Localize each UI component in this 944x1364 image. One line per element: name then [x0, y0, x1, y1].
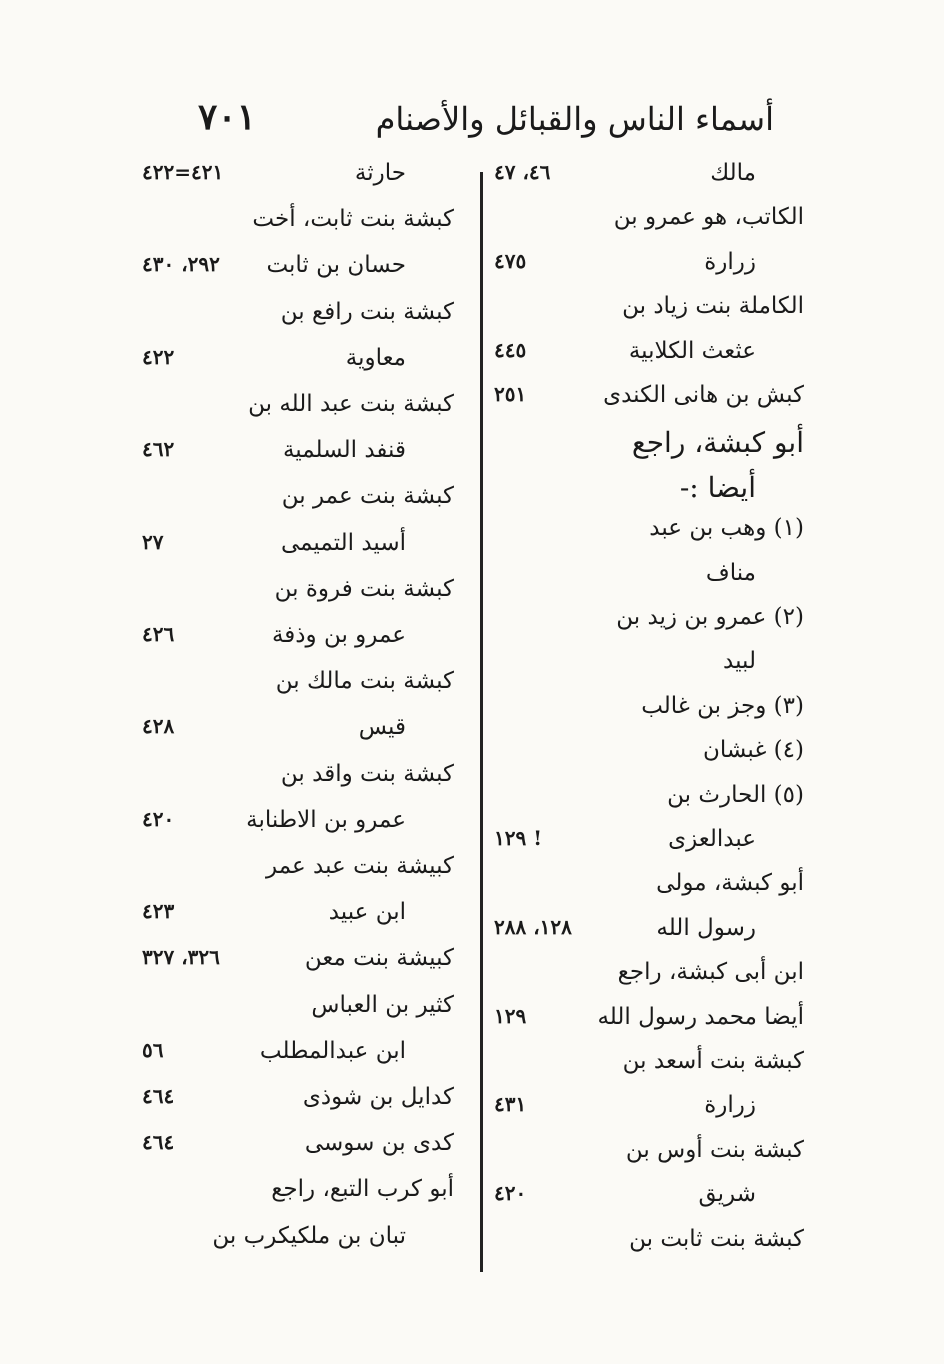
entry-pages: ١٢٩ [494, 1003, 527, 1028]
index-entry [154, 299, 454, 339]
index-entry [514, 737, 804, 777]
entry-pages: ٤٢٣ [142, 899, 175, 924]
entry-pages: ٥٦ [142, 1037, 164, 1062]
index-entry [154, 761, 454, 801]
index-entry [154, 1223, 454, 1263]
index-entry [514, 204, 804, 244]
index-entry [514, 1137, 804, 1177]
entry-name: كبش بن هانى الكندى [603, 382, 804, 408]
index-entry [514, 604, 804, 644]
entry-name: كبشة بنت عمر بن [281, 483, 454, 510]
entry-name: كبشة بنت رافع بن [280, 298, 454, 325]
entry-name: الكاملة بنت زياد بن [622, 293, 804, 320]
index-entry [154, 483, 454, 523]
page-number: ٧٠١ [198, 96, 257, 138]
index-entry [142, 622, 454, 662]
entry-name: زرارة [704, 248, 756, 275]
entry-name: شريق [698, 1181, 756, 1208]
index-entry [494, 1181, 804, 1221]
index-entry [154, 1176, 454, 1216]
entry-name: كبشة بنت عبد الله بن [248, 391, 454, 417]
entry-pages: ٤٧٥ [494, 248, 527, 273]
entry-name: كبشة بنت أوس بن [625, 1136, 804, 1163]
index-entry [514, 515, 804, 555]
entry-name: كبشة بنت مالك بن [275, 668, 454, 695]
index-entry [142, 945, 454, 985]
index-entry [142, 252, 454, 292]
entry-name: عمرو بن الاطنابة [246, 806, 406, 833]
entry-name: كثير بن العباس [311, 991, 454, 1018]
entry-pages: ٤٦٢ [142, 437, 175, 462]
index-entry [154, 206, 454, 246]
index-entry [514, 560, 804, 600]
index-entry [514, 1048, 804, 1088]
entry-name: أيضا :- [679, 470, 756, 504]
index-entry [142, 899, 454, 939]
index-entry [142, 437, 454, 477]
entry-name: كبشة بنت ثابت، أخت [252, 206, 454, 233]
entry-pages: ٤٤٥ [494, 337, 527, 362]
entry-name: أبو كرب التبع، راجع [271, 1176, 454, 1203]
entry-name: كدى بن سوسى [304, 1130, 454, 1157]
entry-name: (٣) وجز بن غالب [641, 692, 804, 719]
entry-name: أبو كبشة، راجع [631, 426, 804, 460]
entry-name: كبيشة بنت عبد عمر [266, 853, 454, 879]
entry-name: مالك [710, 160, 756, 186]
entry-name: أسيد التميمى [280, 529, 406, 556]
entry-name: عثعث الكلابية [628, 337, 756, 364]
index-entry [142, 529, 454, 570]
entry-pages: ٤٦، ٤٧ [494, 160, 551, 184]
index-entry [154, 576, 454, 616]
index-entry [154, 992, 454, 1032]
entry-name: قنفد السلمية [282, 437, 406, 464]
index-entry [494, 337, 804, 378]
entry-name: معاوية [345, 344, 406, 371]
index-entry [514, 648, 804, 688]
entry-pages: ٢٧ [142, 529, 164, 554]
index-entry [494, 160, 804, 200]
entry-pages: ٢٥١ [494, 382, 527, 406]
index-entry [514, 471, 804, 511]
entry-pages: ٤٢٨ [142, 714, 175, 739]
index-entry [514, 782, 804, 822]
entry-pages: ٤٦٤ [142, 1130, 175, 1155]
entry-pages: ٤٢٦ [142, 622, 175, 646]
entry-pages: ٤٢٠ [142, 806, 175, 831]
entry-pages: ٤٢٢ [142, 344, 175, 369]
entry-name: رسول الله [656, 914, 756, 941]
column-divider [480, 172, 483, 1272]
index-entry [142, 806, 454, 847]
entry-name: لبيد [723, 648, 756, 675]
entry-name: أبو كبشة، مولى [656, 870, 804, 897]
index-entry [494, 382, 804, 422]
entry-name: ابن عبيد [328, 899, 406, 926]
entry-name: كبشة بنت واقد بن [280, 760, 454, 787]
entry-name: حارثة [354, 160, 406, 186]
index-entry [514, 693, 804, 733]
index-entry [142, 344, 454, 385]
index-entry [142, 714, 454, 754]
index-entry [154, 391, 454, 431]
entry-name: عمرو بن وذفة [271, 622, 406, 648]
entry-name: (٤) غبشان [702, 737, 804, 764]
entry-pages: ٢٩٢، ٤٣٠ [142, 252, 220, 277]
entry-name: زرارة [704, 1092, 756, 1119]
entry-name: ابن عبدالمطلب [259, 1037, 406, 1064]
entry-pages: ٤٢٠ [494, 1181, 527, 1206]
entry-name: كبشة بنت فروة بن [274, 575, 454, 602]
entry-pages: ٤٢١=٤٢٢ [142, 160, 224, 184]
index-entry [494, 1092, 804, 1132]
entry-name: قيس [358, 714, 406, 741]
entry-name: (٥) الحارث بن [667, 781, 804, 808]
index-entry [154, 668, 454, 708]
index-entry [494, 914, 804, 955]
index-entry [514, 426, 804, 466]
entry-name: كبيشة بنت معن [304, 945, 454, 972]
index-entry [514, 293, 804, 333]
entry-name: تبان بن ملكيكرب بن [212, 1222, 406, 1249]
entry-name: الكاتب، هو عمرو بن [613, 204, 804, 231]
index-entry [142, 1037, 454, 1078]
entry-pages: ٤٦٤ [142, 1084, 175, 1108]
entry-name: (١) وهب بن عبد [649, 515, 804, 542]
index-entry [142, 1130, 454, 1170]
entry-name: عبدالعزى [668, 826, 756, 852]
page-header-title: أسماء الناس والقبائل والأصنام [375, 100, 774, 138]
index-entry [142, 1084, 454, 1124]
entry-pages: ١٢٨، ٢٨٨ [494, 914, 572, 939]
index-entry [514, 1226, 804, 1266]
entry-name: حسان بن ثابت [266, 252, 406, 279]
entry-name: (٢) عمرو بن زيد بن [616, 604, 804, 630]
entry-name: كبشة بنت أسعد بن [622, 1048, 804, 1074]
index-entry [142, 160, 454, 200]
index-entry [154, 853, 454, 893]
index-entry [514, 959, 804, 999]
index-entry [494, 826, 804, 866]
index-entry [514, 870, 804, 910]
entry-pages: ٣٢٦، ٣٢٧ [142, 945, 220, 970]
entry-name: ابن أبى كبشة، راجع [617, 959, 804, 986]
entry-name: كدايل بن شوذى [302, 1084, 454, 1110]
index-entry [494, 1003, 804, 1044]
entry-pages: ١٢٩ ! [494, 826, 542, 850]
entry-name: كبشة بنت ثابت بن [629, 1225, 804, 1252]
entry-pages: ٤٣١ [494, 1092, 527, 1117]
index-entry [494, 248, 804, 289]
entry-name: أيضا محمد رسول الله [597, 1003, 804, 1030]
entry-name: مناف [705, 559, 756, 586]
